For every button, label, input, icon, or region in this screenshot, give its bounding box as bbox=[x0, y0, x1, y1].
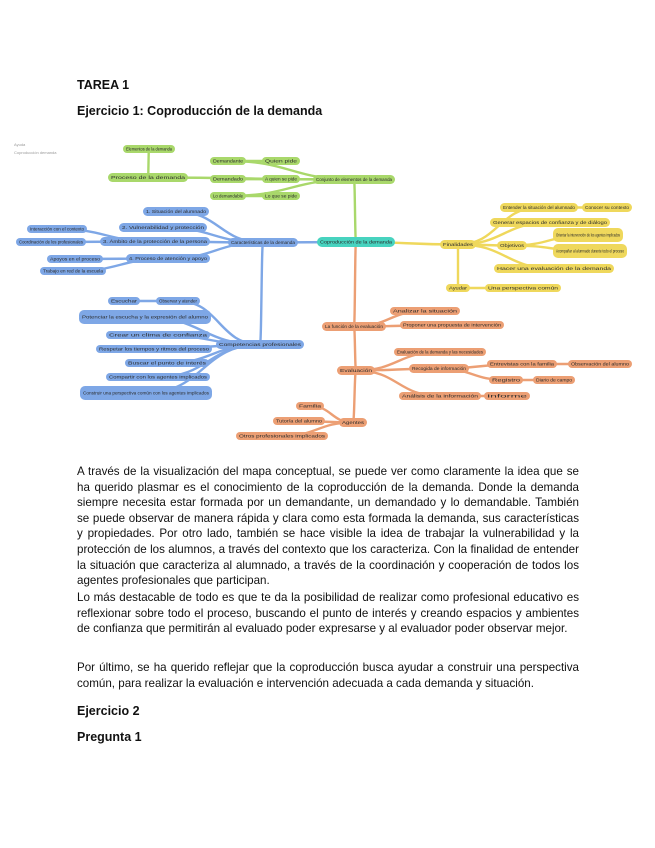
concept-map-node-label: Interacción con el contexto bbox=[30, 226, 85, 232]
concept-map-node-label: Entrevistas con la familia bbox=[490, 361, 555, 367]
concept-map-node-label: Evaluación bbox=[340, 368, 373, 374]
concept-map-node bbox=[236, 432, 328, 440]
concept-map-node bbox=[487, 360, 557, 368]
concept-map-node bbox=[262, 192, 300, 200]
concept-map-node bbox=[143, 207, 209, 216]
concept-map-node bbox=[322, 322, 386, 331]
concept-map-node bbox=[399, 392, 481, 400]
concept-map-node bbox=[497, 241, 527, 250]
concept-map-node-label: Otros profesionales implicados bbox=[239, 433, 326, 439]
concept-map-node bbox=[337, 366, 375, 375]
exercise-1-heading: Ejercicio 1: Coproducción de la demanda bbox=[77, 104, 323, 118]
concept-map-node bbox=[40, 267, 106, 275]
concept-map-node-label: Construir una perspectiva común con los agentes implicados bbox=[83, 390, 210, 396]
concept-map-connector bbox=[354, 242, 356, 327]
paragraph-2: Lo más destacable de todo es que te da la posibilidad de realizar como profesional educativo es reflexionar sobre todo el proceso, buscando el punto de interés y creando espacios y ambientes de confianza que permitirán al evaluado poder expresarse y al evaluador poder observar mejor. bbox=[77, 591, 579, 636]
concept-map-connector bbox=[354, 180, 356, 243]
concept-map-node-label: Analizar la situación bbox=[393, 308, 458, 314]
concept-map-node bbox=[494, 264, 614, 273]
concept-map-node bbox=[339, 418, 367, 427]
concept-map-node bbox=[440, 240, 476, 249]
concept-map-node-label: Elementos de la demanda bbox=[126, 146, 173, 152]
concept-map-node-label: Potenciar la escucha y la expresión del alumno bbox=[82, 314, 209, 320]
concept-map-node-label: Crear un clima de confianza bbox=[109, 332, 208, 338]
concept-map-node-label: Lo demandable bbox=[213, 193, 244, 199]
concept-map-node-label: Coproducción de la demanda bbox=[320, 239, 393, 245]
concept-map-node bbox=[80, 386, 212, 400]
concept-map-node-label: Observación del alumno bbox=[571, 361, 630, 367]
concept-map-node bbox=[210, 157, 246, 165]
concept-map-node bbox=[400, 321, 504, 329]
concept-map-node-label: Entender la situación del alumnado bbox=[503, 205, 576, 211]
concept-map-node bbox=[553, 244, 627, 258]
exercise-2-heading: Ejercicio 2 bbox=[77, 704, 140, 718]
concept-map-node-label: Conocer su contexto bbox=[585, 205, 630, 211]
concept-map-node-label: Coordinación de los profesionales bbox=[19, 239, 84, 245]
concept-map-node bbox=[500, 203, 578, 212]
concept-map-node bbox=[490, 218, 610, 227]
concept-map-node bbox=[489, 376, 523, 384]
document-title: TAREA 1 bbox=[77, 78, 130, 92]
concept-map-node bbox=[96, 345, 212, 353]
concept-map-node bbox=[533, 376, 575, 384]
concept-map-node-label: 1. Situación del alumnado bbox=[146, 209, 207, 215]
concept-map-node bbox=[317, 237, 395, 247]
concept-map-node-label: Ayudar bbox=[449, 285, 468, 291]
concept-map-node-label: Trabajo en red de la escuela bbox=[43, 268, 104, 274]
concept-map-node bbox=[216, 340, 304, 349]
concept-map-node bbox=[210, 175, 246, 183]
paragraph-3: Por último, se ha querido reflejar que la coproducción busca ayudar a construir una perspectiva común, para realizar la evaluación e intervención adecuada a cada demanda y situación. bbox=[77, 661, 579, 690]
concept-map-node bbox=[119, 223, 207, 232]
concept-map-node bbox=[210, 192, 246, 200]
concept-map-node bbox=[484, 392, 530, 400]
concept-map-node-label: Buscar el punto de interés bbox=[128, 360, 208, 366]
concept-map-node-label: Hacer una evaluación de la demanda bbox=[497, 266, 612, 272]
concept-map-node bbox=[156, 297, 200, 305]
concept-map bbox=[0, 130, 655, 450]
concept-map-node-label: 2. Vulnerabilidad y protección bbox=[122, 225, 205, 231]
concept-map-node bbox=[126, 254, 210, 263]
concept-map-node-label: Proceso de la demanda bbox=[111, 175, 186, 181]
concept-map-node bbox=[485, 284, 561, 292]
concept-map-node-label: Respetar los tiempos y ritmos del proceso bbox=[99, 346, 210, 352]
concept-map-connector bbox=[260, 243, 263, 345]
concept-map-node bbox=[313, 175, 395, 184]
concept-map-node-label: Una perspectiva común bbox=[488, 285, 559, 291]
concept-map-node bbox=[390, 307, 460, 315]
concept-map-node bbox=[100, 237, 210, 246]
concept-map-node bbox=[262, 157, 300, 165]
corner-note-line-1: Ayuda bbox=[14, 142, 26, 147]
concept-map-node bbox=[394, 348, 486, 356]
concept-map-node-label: Tutor/a del alumno bbox=[276, 418, 323, 424]
concept-map-node-label: Generar espacios de confianza y de diálogo bbox=[493, 220, 608, 226]
concept-map-node-label: La función de la evaluación bbox=[325, 324, 384, 330]
concept-map-node-label: Recogida de información bbox=[412, 366, 467, 372]
concept-map-node bbox=[296, 402, 324, 410]
concept-map-node-label: Acompañar al alumnado durante todo el proceso bbox=[556, 248, 625, 254]
concept-map-node bbox=[446, 284, 470, 292]
concept-map-node-label: Orientar la intervención de los agentes implicados bbox=[556, 232, 621, 238]
concept-map-node bbox=[262, 175, 300, 183]
concept-map-connector bbox=[353, 371, 356, 423]
concept-map-node-label: Demandante bbox=[213, 158, 244, 164]
concept-map-node-label: Agentes bbox=[342, 420, 365, 426]
concept-map-node-label: A quien se pide bbox=[265, 176, 298, 182]
concept-map-connector bbox=[354, 327, 356, 371]
concept-map-node-label: Proponer una propuesta de intervención bbox=[403, 322, 502, 328]
concept-map-node-label: Compartir con los agentes implicados bbox=[109, 374, 208, 380]
concept-map-node bbox=[16, 238, 86, 246]
concept-map-node-label: Demandado bbox=[213, 176, 244, 182]
concept-map-node-label: Lo que se pide bbox=[265, 193, 298, 199]
concept-map-node-label: Conjunto de elementos de la demanda bbox=[316, 177, 393, 183]
concept-map-node bbox=[108, 297, 140, 305]
concept-map-node-label: Objetivos bbox=[500, 243, 525, 249]
concept-map-node-label: 3. Ámbito de la protección de la persona bbox=[103, 239, 186, 245]
question-1-heading: Pregunta 1 bbox=[77, 730, 142, 744]
corner-note-line-2: Coproducción demanda bbox=[14, 150, 57, 155]
concept-map-node bbox=[106, 373, 210, 381]
concept-map-node-label: Finalidades bbox=[443, 242, 474, 248]
concept-map-node bbox=[108, 173, 188, 182]
concept-map-node-label: Apoyos en el proceso bbox=[50, 256, 101, 262]
concept-map-node bbox=[228, 238, 298, 247]
concept-map-node-label: Observar y atender bbox=[159, 298, 198, 304]
concept-map-node-label: Registro bbox=[492, 377, 521, 383]
paragraph-1: A través de la visualización del mapa conceptual, se puede ver como claramente la idea que se ha querido plasmar es el conocimiento de la coproducción de la demanda. Donde la demanda siempre necesita estar formada por un demandante, un demandado y lo demandable. También se puede observar de manera rápida y clara como esta formada la demanda, sus características y propiedades. Por otro lado, también se hace visible la idea de trabajar la vulnerabilidad y la protección de los alumnos, a través del contexto que los caracteriza. Con la finalidad de entender la situación que caracteriza al alumnado, a través de la coordinación y cooperación de todos los agentes profesionales que participan. bbox=[77, 465, 579, 588]
concept-map-nodes bbox=[16, 145, 632, 440]
concept-map-node-label: Análisis de la información bbox=[402, 393, 479, 399]
concept-map-node bbox=[553, 228, 623, 242]
concept-map-node-label: Familia bbox=[299, 403, 322, 409]
concept-map-node bbox=[47, 255, 103, 263]
concept-map-node-label: Diario de campo bbox=[536, 377, 573, 383]
concept-map-node bbox=[79, 310, 211, 324]
concept-map-node-label: Escuchar bbox=[111, 298, 138, 304]
concept-map-node bbox=[582, 203, 632, 212]
concept-map-node bbox=[409, 364, 469, 373]
concept-map-node bbox=[125, 359, 209, 367]
concept-map-node-label: Evaluación de la demanda y las necesidades bbox=[397, 349, 484, 355]
concept-map-node-label: Características de la demanda bbox=[231, 240, 296, 246]
concept-map-node bbox=[123, 145, 175, 153]
concept-map-node bbox=[27, 225, 87, 233]
concept-map-node-label: Competencias profesionales bbox=[219, 342, 302, 348]
concept-map-node-label: Quien pide bbox=[265, 158, 298, 164]
concept-map-node-label: 4. Proceso de atención y apoyo bbox=[129, 256, 208, 262]
corner-note bbox=[14, 142, 57, 155]
concept-map-node-label: Informe bbox=[487, 393, 529, 399]
concept-map-node bbox=[106, 331, 210, 339]
concept-map-node bbox=[273, 417, 325, 425]
concept-map-node bbox=[568, 360, 632, 368]
